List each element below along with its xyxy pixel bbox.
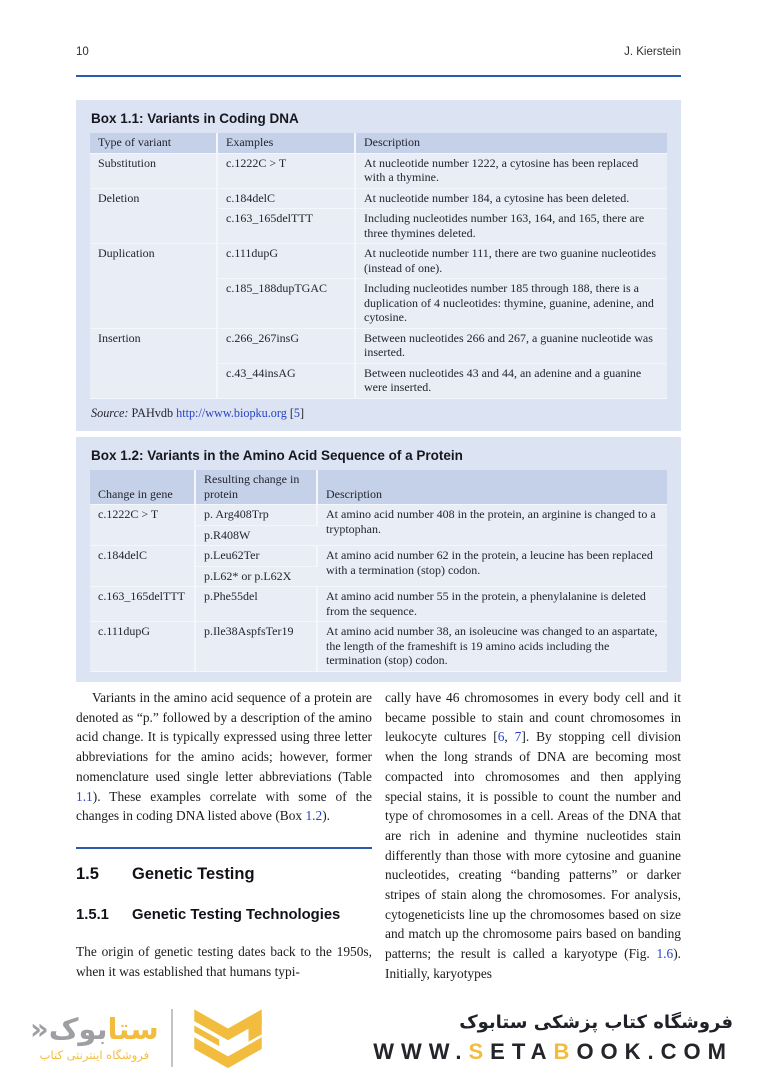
variant-type-cell: Substitution	[90, 154, 218, 189]
text-segment: ETA	[490, 1038, 554, 1064]
description-cell: At nucleotide number 184, a cytosine has been deleted.	[356, 189, 667, 210]
column-header-variant-type: Type of variant	[90, 133, 218, 154]
protein-change-cell: p.Ile38AspfsTer19	[196, 622, 318, 672]
table-row	[90, 622, 667, 672]
description-cell: At amino acid number 38, an isoleucine was changed to an aspartate, the length of the frameshift is 19 amino acids including the termination (stop) codon.	[318, 622, 667, 672]
column-header-description: Description	[356, 133, 667, 154]
description-cell: At amino acid number 408 in the protein, an arginine is changed to a tryptophan.	[318, 505, 667, 546]
source-url-link[interactable]: http://www.biopku.org	[176, 405, 287, 420]
table-row	[90, 546, 667, 567]
variant-type-cell: Duplication	[90, 244, 218, 329]
reference-link[interactable]: 7	[514, 729, 522, 745]
box-1-1-variants-coding-dna	[76, 100, 681, 431]
table-row	[90, 244, 667, 279]
bracket-close: ]	[300, 405, 305, 420]
description-cell: At nucleotide number 111, there are two guanine nucleotides (instead of one).	[356, 244, 667, 279]
example-cell: c.111dupG	[218, 244, 356, 279]
section-divider-rule	[76, 847, 372, 849]
table-row	[90, 329, 667, 364]
variant-type-cell: Deletion	[90, 189, 218, 245]
protein-change-cell: p.R408W	[196, 526, 318, 547]
table-row	[90, 587, 667, 622]
guillemet-mark: «	[30, 1012, 49, 1047]
wordmark-part-gray: بوک	[48, 1012, 108, 1047]
paragraph	[76, 688, 372, 826]
protein-change-cell: p.Phe55del	[196, 587, 318, 622]
table-source-note	[91, 406, 667, 421]
description-cell: Including nucleotides number 185 through 188, there is a duplication of 4 nucleotides: thymine, guanine, adenine, and cytosine.	[356, 279, 667, 329]
protein-change-cell: p. Arg408Trp	[196, 505, 318, 526]
table-row	[90, 505, 667, 526]
column-header-gene-change: Change in gene	[90, 470, 196, 505]
reference-link[interactable]: 1.6	[656, 946, 674, 962]
example-cell: c.266_267insG	[218, 329, 356, 364]
example-cell: c.185_188dupTGAC	[218, 279, 356, 329]
accent-letter: B	[553, 1038, 577, 1064]
description-cell: At amino acid number 62 in the protein, a leucine has been replaced with a termination (stop) codon.	[318, 546, 667, 587]
column-header-description: Description	[318, 470, 667, 505]
gene-change-cell: c.184delC	[90, 546, 196, 587]
box-title: Box 1.1: Variants in Coding DNA	[91, 111, 299, 126]
gene-change-cell: c.163_165delTTT	[90, 587, 196, 622]
text-segment: OOK.COM	[576, 1038, 733, 1064]
header-rule	[76, 75, 681, 77]
description-cell: At nucleotide number 1222, a cytosine has been replaced with a thymine.	[356, 154, 667, 189]
example-cell: c.43_44insAG	[218, 364, 356, 399]
subsection-heading	[76, 905, 372, 927]
source-text: PAHvdb	[128, 405, 177, 420]
logo-divider	[171, 1009, 173, 1067]
chevron-emblem-icon	[185, 1005, 271, 1071]
text-segment: WWW.	[373, 1038, 469, 1064]
text-segment: cally have 46 chromosomes in every body cell and it became possible to stain and count chromosomes in leukocyte cultures [	[385, 690, 681, 745]
description-cell: Between nucleotides 43 and 44, an adenine and a guanine were inserted.	[356, 364, 667, 399]
protein-change-cell: p.L62* or p.L62X	[196, 567, 318, 588]
page-number: 10	[76, 46, 89, 58]
logo-tagline: فروشگاه اینترنتی کتاب	[39, 1047, 150, 1062]
reference-link[interactable]: 1.2	[305, 808, 323, 824]
reference-link[interactable]: 1.1	[76, 788, 93, 804]
setabook-logo	[30, 1005, 271, 1071]
table-row	[90, 189, 667, 210]
description-cell: Between nucleotides 266 and 267, a guanine nucleotide was inserted.	[356, 329, 667, 364]
bracket-open: [	[286, 405, 294, 420]
coding-dna-variants-table	[90, 133, 667, 399]
description-cell: Including nucleotides number 163, 164, and 165, there are three thymines deleted.	[356, 209, 667, 244]
website-url	[373, 1039, 733, 1065]
reference-link[interactable]: 5	[293, 405, 301, 420]
logo-wordmark-block	[30, 1014, 159, 1061]
text-segment: ). These examples correlate with some of the changes in coding DNA listed above (Box	[76, 788, 372, 824]
watermark-footer	[0, 996, 757, 1080]
amino-acid-variants-table	[90, 470, 667, 672]
author-name: J. Kierstein	[624, 46, 681, 58]
right-column	[385, 688, 681, 984]
table-header-row	[90, 133, 667, 154]
accent-letter: S	[468, 1038, 491, 1064]
box-1-2-variants-amino-acid	[76, 437, 681, 682]
reference-link[interactable]: 6	[497, 729, 505, 745]
table-header-row	[90, 470, 667, 505]
gene-change-cell: c.111dupG	[90, 622, 196, 672]
subsection-number: 1.5.1	[76, 907, 109, 924]
protein-change-cell: p.Leu62Ter	[196, 546, 318, 567]
variant-type-cell: Insertion	[90, 329, 218, 399]
text-segment: Variants in the amino acid sequence of a protein are denoted as “p.” followed by a description of the amino acid change. It is typically expressed using three letter abbreviations for the amino acids; however, former nomenclature used single letter abbreviations (Table	[76, 690, 372, 784]
subsection-title: Genetic Testing Technologies	[132, 907, 341, 924]
table-row	[90, 154, 667, 189]
store-name-persian: فروشگاه کتاب پزشکی ستابوک	[459, 1011, 733, 1033]
section-heading	[76, 862, 372, 886]
column-header-protein-change: Resulting change in protein	[196, 470, 318, 505]
section-number: 1.5	[76, 864, 99, 883]
example-cell: c.1222C > T	[218, 154, 356, 189]
box-title: Box 1.2: Variants in the Amino Acid Sequence of a Protein	[91, 448, 463, 463]
example-cell: c.184delC	[218, 189, 356, 210]
section-title: Genetic Testing	[132, 864, 255, 883]
body-text	[76, 688, 681, 984]
description-cell: At amino acid number 55 in the protein, a phenylalanine is deleted from the sequence.	[318, 587, 667, 622]
text-segment: ).	[322, 808, 331, 824]
gene-change-cell: c.1222C > T	[90, 505, 196, 546]
example-cell: c.163_165delTTT	[218, 209, 356, 244]
wordmark-part-yellow: ستا	[107, 1012, 159, 1047]
running-head	[76, 46, 681, 58]
setabook-wordmark	[30, 1012, 159, 1047]
paragraph: The origin of genetic testing dates back to the 1950s, when it was established that humans typi-	[76, 943, 372, 979]
left-column	[76, 688, 372, 984]
text-segment: ,	[504, 729, 515, 745]
column-header-examples: Examples	[218, 133, 356, 154]
text-segment: ]. By stopping cell division when the long strands of DNA are becoming most compacted into chromosomes and then applying special stains, it is possible to count the number and type of chromosomes in a cell. Areas of the DNA that are rich in adenine and thymine nucleotides stain differently than those with more cytosine and guanine nucleotides, creating “banding patterns” or darker stripes of stain along the chromosomes. For analysis, cytogeneticists line up the chromosomes based on size and match up the chromosome pairs based on banding patterns; the result is called a karyotype (Fig.	[385, 729, 681, 962]
text-segment: ). Initially, karyotypes	[385, 946, 681, 981]
footer-store-info	[373, 1012, 733, 1065]
paragraph	[385, 688, 681, 984]
source-label: Source:	[91, 405, 129, 420]
